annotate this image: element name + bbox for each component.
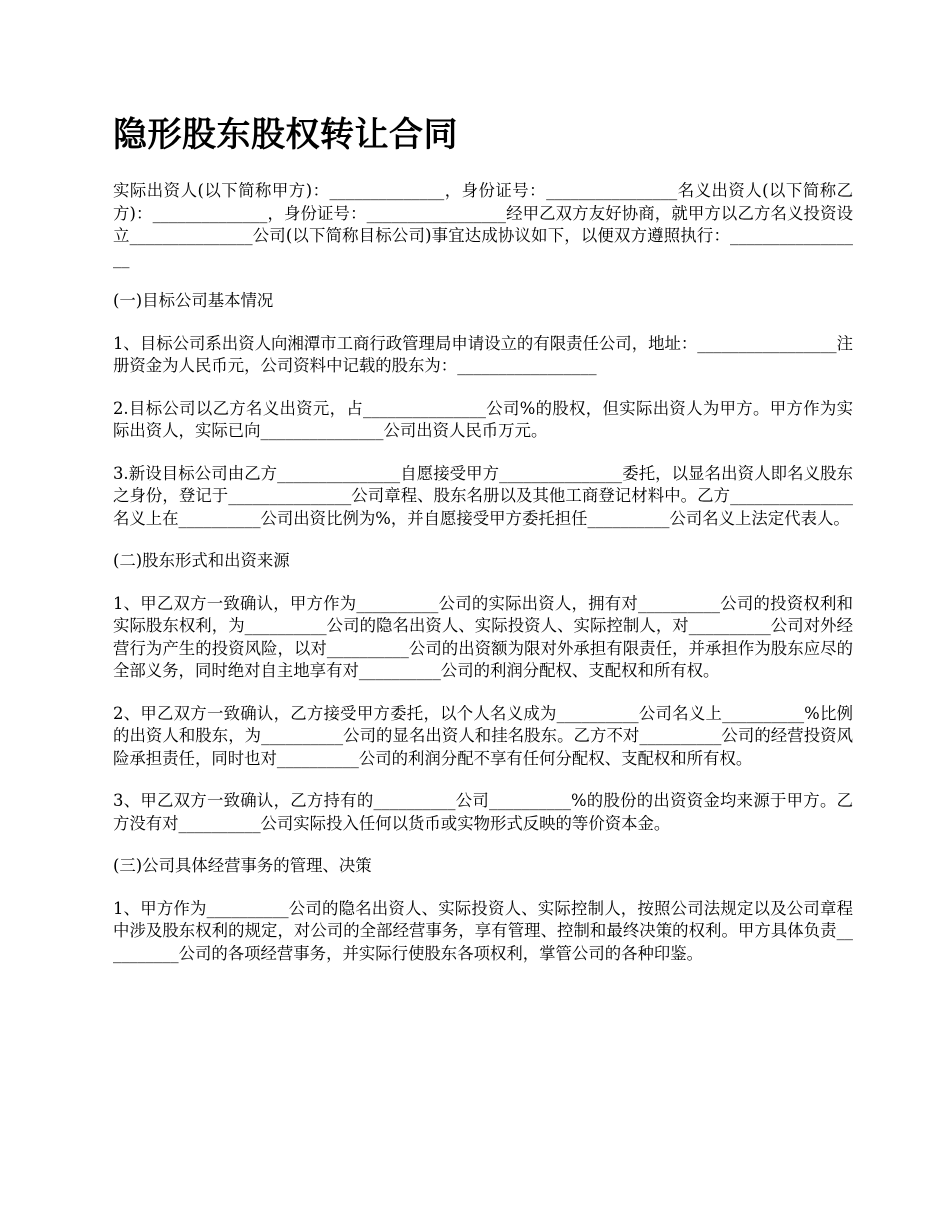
intro-paragraph: 实际出资人(以下简称甲方)：______________，身份证号：________________名义出资人(以下简称乙方)：______________，身份证号：_________________经甲乙双方友好协商，就甲方以乙方名义投资设立_______________公司(以下简称目标公司)事宜达成协议如下，以便双方遵照执行：_________________ [113,181,853,268]
section2-item-1: 1、甲乙双方一致确认，甲方作为__________公司的实际出资人，拥有对__________公司的投资权利和实际股东权利，为__________公司的隐名出资人、实际投资人、实际控制人，对__________公司对外经营行为产生的投资风险，以对__________公司的出资额为限对外承担有限责任，并承担作为股东应尽的全部义务，同时绝对自主地享有对__________公司的利润分配权、支配权和所有权。 [113,593,853,680]
section2-item-3: 3、甲乙双方一致确认，乙方持有的__________公司__________%的股份的出资资金均来源于甲方。乙方没有对__________公司实际投入任何以货币或实物形式反映的等价资本金。 [113,791,853,833]
section1-item-2: 2.目标公司以乙方名义出资元，占_______________公司%的股权，但实际出资人为甲方。甲方作为实际出资人，实际已向_______________公司出资人民币万元。 [113,398,853,440]
document-page [113,110,853,985]
document-title: 隐形股东股权转让合同 [113,115,458,155]
section1-item-3: 3.新设目标公司由乙方_______________自愿接受甲方_______________委托，以显名出资人即名义股东之身份，登记于_______________公司章程、股东名册以及其他工商登记材料中。乙方_______________名义上在__________公司出资比例为%，并自愿接受甲方委托担任__________公司名义上法定代表人。 [113,463,853,528]
section-heading-2: (二)股东形式和出资来源 [113,551,290,570]
section2-item-2: 2、甲乙双方一致确认，乙方接受甲方委托，以个人名义成为__________公司名义上__________%比例的出资人和股东，为__________公司的显名出资人和挂名股东。乙方不对__________公司的经营投资风险承担责任，同时也对__________公司的利润分配不享有任何分配权、支配权和所有权。 [113,703,853,768]
section-heading-1: (一)目标公司基本情况 [113,291,274,310]
section1-item-1: 1、目标公司系出资人向湘潭市工商行政管理局申请设立的有限责任公司，地址：_________________注册资金为人民币元，公司资料中记载的股东为：_________________ [113,333,853,375]
section-heading-3: (三)公司具体经营事务的管理、决策 [113,856,372,875]
section3-item-1: 1、甲方作为__________公司的隐名出资人、实际投资人、实际控制人，按照公司法规定以及公司章程中涉及股东权利的规定，对公司的全部经营事务，享有管理、控制和最终决策的权利。甲方具体负责__________公司的各项经营事务，并实际行使股东各项权利，掌管公司的各种印鉴。 [113,898,853,963]
